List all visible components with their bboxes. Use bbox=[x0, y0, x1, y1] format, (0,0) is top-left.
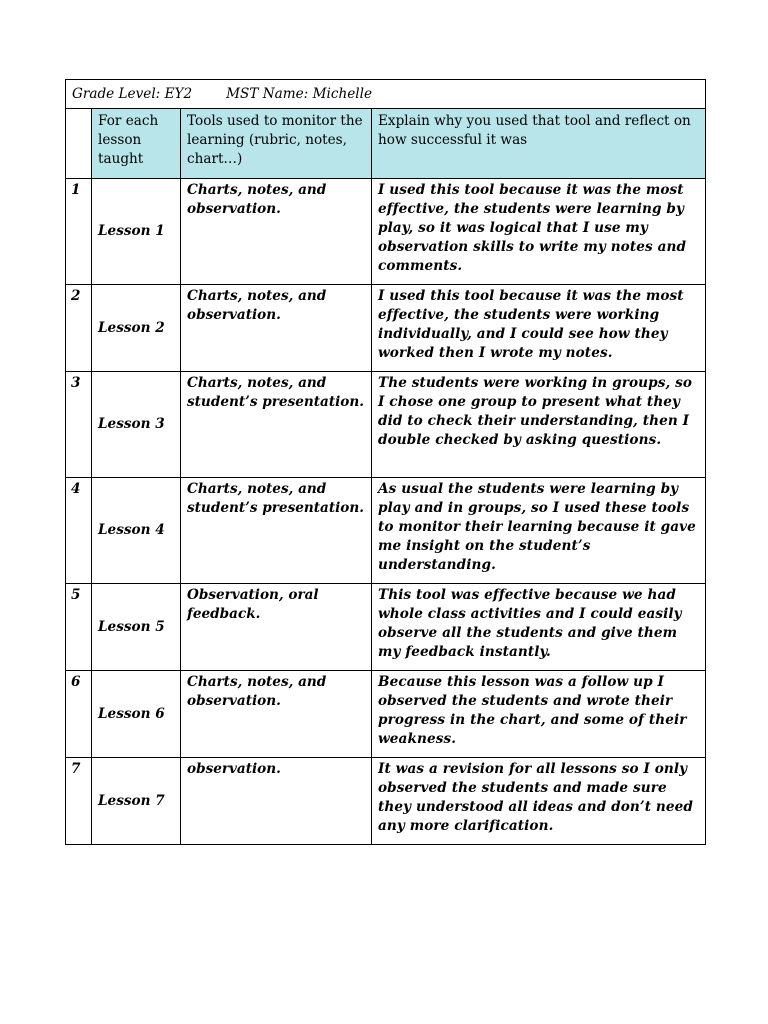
row-number: 1 bbox=[66, 179, 92, 285]
explain-cell: The students were working in groups, so I chose one group to present what they did to check their understanding, then I double checked by asking questions. bbox=[372, 372, 706, 478]
grade-mst-cell bbox=[66, 80, 706, 109]
row-number: 7 bbox=[66, 758, 92, 845]
column-header-number bbox=[66, 109, 92, 179]
table-row bbox=[66, 285, 706, 372]
explain-cell: Because this lesson was a follow up I observed the students and wrote their progress in the chart, and some of their weakness. bbox=[372, 671, 706, 758]
explain-cell: It was a revision for all lessons so I only observed the students and made sure they understood all ideas and don’t need any more clarification. bbox=[372, 758, 706, 845]
row-number: 3 bbox=[66, 372, 92, 478]
tools-cell: Observation, oral feedback. bbox=[181, 584, 372, 671]
table-row bbox=[66, 671, 706, 758]
tools-cell: Charts, notes, and observation. bbox=[181, 285, 372, 372]
column-header-explain: Explain why you used that tool and reflect on how successful it was bbox=[372, 109, 706, 179]
table-row bbox=[66, 584, 706, 671]
column-header-tools: Tools used to monitor the learning (rubric, notes, chart…) bbox=[181, 109, 372, 179]
lesson-label: Lesson 1 bbox=[92, 179, 181, 285]
tools-cell: Charts, notes, and observation. bbox=[181, 179, 372, 285]
table-row bbox=[66, 372, 706, 478]
row-number: 6 bbox=[66, 671, 92, 758]
mst-name: MST Name: Michelle bbox=[226, 85, 372, 102]
column-header-lesson: For each lesson taught bbox=[92, 109, 181, 179]
explain-cell: I used this tool because it was the most effective, the students were working individually, and I could see how they worked then I wrote my notes. bbox=[372, 285, 706, 372]
lesson-label: Lesson 7 bbox=[92, 758, 181, 845]
table-row bbox=[66, 758, 706, 845]
explain-cell: This tool was effective because we had whole class activities and I could easily observe all the students and give them my feedback instantly. bbox=[372, 584, 706, 671]
row-number: 5 bbox=[66, 584, 92, 671]
lesson-label: Lesson 3 bbox=[92, 372, 181, 478]
explain-cell: As usual the students were learning by play and in groups, so I used these tools to monitor their learning because it gave me insight on the student’s understanding. bbox=[372, 478, 706, 584]
table-row bbox=[66, 179, 706, 285]
column-header-row bbox=[66, 109, 706, 179]
row-number: 2 bbox=[66, 285, 92, 372]
tools-cell: Charts, notes, and student’s presentation. bbox=[181, 372, 372, 478]
row-number: 4 bbox=[66, 478, 92, 584]
explain-cell: I used this tool because it was the most effective, the students were learning by play, so it was logical that I use my observation skills to write my notes and comments. bbox=[372, 179, 706, 285]
table-row bbox=[66, 478, 706, 584]
lesson-label: Lesson 4 bbox=[92, 478, 181, 584]
lesson-label: Lesson 2 bbox=[92, 285, 181, 372]
table-header-row bbox=[66, 80, 706, 109]
grade-level: Grade Level: EY2 bbox=[72, 85, 193, 102]
tools-cell: Charts, notes, and observation. bbox=[181, 671, 372, 758]
lesson-label: Lesson 6 bbox=[92, 671, 181, 758]
tools-cell: observation. bbox=[181, 758, 372, 845]
lesson-reflection-table bbox=[65, 79, 706, 845]
tools-cell: Charts, notes, and student’s presentation. bbox=[181, 478, 372, 584]
lesson-label: Lesson 5 bbox=[92, 584, 181, 671]
